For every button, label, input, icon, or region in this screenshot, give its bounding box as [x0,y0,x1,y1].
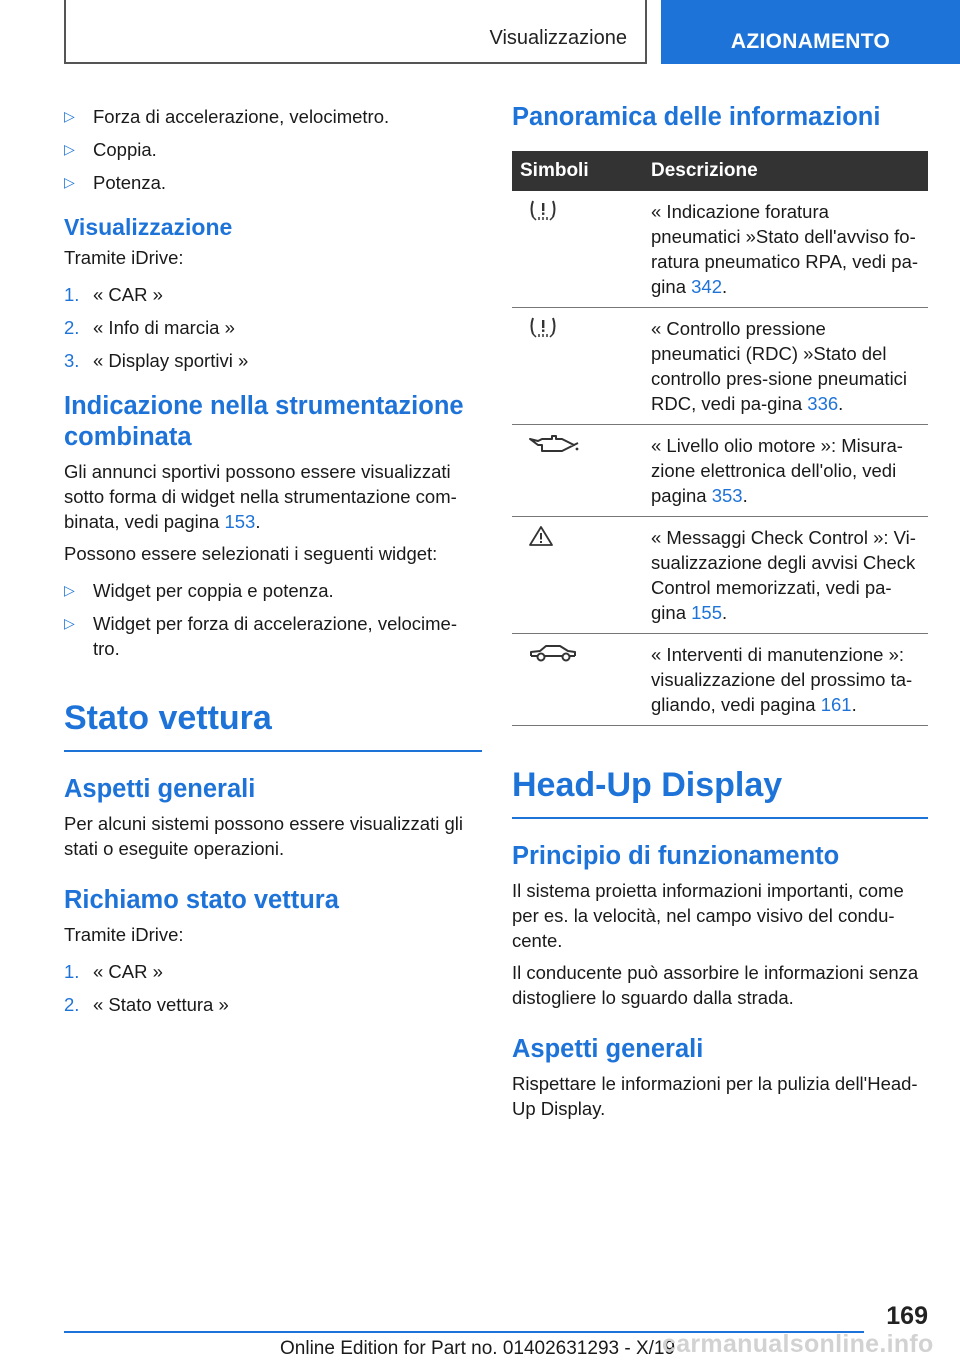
aspetti-generali-heading: Aspetti generali [64,775,256,803]
oil-can-icon [528,433,580,457]
bullet-triangle-icon: ▷ [64,615,75,631]
title-rule [512,817,928,819]
col-header-symbols: Simboli [512,151,643,191]
visualizzazione-heading: Visualizzazione [64,214,233,240]
chapter-tab[interactable] [661,0,960,64]
warning-triangle-icon [528,525,554,547]
watermark: carmanualsonline.info [662,1330,934,1358]
table-row: « Messaggi Check Control »: Vi-sualizzazione degli avvisi Check Control memorizzati, vedi pa-gina 155. [512,517,928,634]
page-link[interactable]: 353 [711,485,743,506]
page-link[interactable]: 155 [691,602,722,623]
table-row: « Livello olio motore »: Misura-zione elettronica dell'olio, vedi pagina 353. [512,425,928,517]
footer-edition: Online Edition for Part no. 01402631293 - X/19 [280,1338,676,1359]
widget-intro: Possono essere selezionati i seguenti widget: [64,543,438,564]
table-row: « Controllo pressione pneumatici (RDC) »Stato del controllo pres-sione pneumatici RDC, vedi pa-gina 336. [512,308,928,425]
principio-heading: Principio di funzionamento [512,842,840,870]
step-item: 2. « Info di marcia » [64,317,235,338]
richiamo-heading: Richiamo stato vettura [64,886,339,914]
list-item: ▷ Widget per forza di accelerazione, velocime-tro. [64,613,457,659]
page-link[interactable]: 161 [820,694,852,715]
bullet-triangle-icon: ▷ [64,174,75,190]
step-item: 2. « Stato vettura » [64,994,229,1015]
principio-paragraph-2: Il conducente può assorbire le informazioni senza distogliere lo sguardo dalla strada. [512,962,919,1008]
list-item: ▷ Potenza. [64,172,167,193]
bullet-triangle-icon: ▷ [64,141,75,157]
page-number: 169 [886,1302,928,1330]
tire-pressure-warning-icon [528,199,558,221]
principio-paragraph-1: Il sistema proietta informazioni importanti, come per es. la velocità, nel campo visivo del condu-cente. [512,880,904,951]
hud-aspetti-heading: Aspetti generali [512,1035,704,1063]
title-rule [64,750,482,752]
col-header-description: Descrizione [643,151,928,191]
left-column [64,104,482,1025]
head-up-display-title: Head-Up Display [512,766,783,804]
hud-aspetti-text: Rispettare le informazioni per la pulizia dell'Head-Up Display. [512,1073,918,1119]
page-link[interactable]: 336 [807,393,839,414]
list-item: ▷ Coppia. [64,139,157,160]
panoramica-heading: Panoramica delle informazioni [512,103,881,131]
info-table [512,151,928,726]
step-item: 1. « CAR » [64,961,163,982]
page-link[interactable]: 153 [224,511,256,532]
page-link[interactable]: 342 [691,276,722,297]
visualizzazione-intro: Tramite iDrive: [64,247,184,268]
bullet-triangle-icon: ▷ [64,108,75,124]
richiamo-intro: Tramite iDrive: [64,924,184,945]
step-item: 1. « CAR » [64,284,163,305]
table-row: « Indicazione foratura pneumatici »Stato dell'avviso fo-ratura pneumatico RPA, vedi pa-gina 342. [512,191,928,308]
car-service-icon [528,642,578,664]
tire-pressure-warning-icon [528,316,558,338]
header-section-box [64,0,647,64]
aspetti-generali-text: Per alcuni sistemi possono essere visualizzati gli stati o eseguite operazioni. [64,813,463,859]
stato-vettura-title: Stato vettura [64,699,272,737]
bullet-triangle-icon: ▷ [64,582,75,598]
list-item: ▷ Forza di accelerazione, velocimetro. [64,106,390,127]
right-column [512,102,928,1128]
chapter-tab-label: AZIONAMENTO [730,30,891,53]
step-item: 3. « Display sportivi » [64,350,249,371]
table-header-row [512,151,928,191]
indicazione-paragraph: Gli annunci sportivi possono essere visualizzati sotto forma di widget nella strumentazione com-binata, vedi pagina 153. [64,461,457,532]
header-section-title: Visualizzazione [489,27,627,49]
list-item: ▷ Widget per coppia e potenza. [64,580,334,601]
table-row: « Interventi di manutenzione »: visualizzazione del prossimo ta-gliando, vedi pagina 161. [512,634,928,726]
indicazione-heading: Indicazione nella strumentazione combinata [64,392,464,451]
